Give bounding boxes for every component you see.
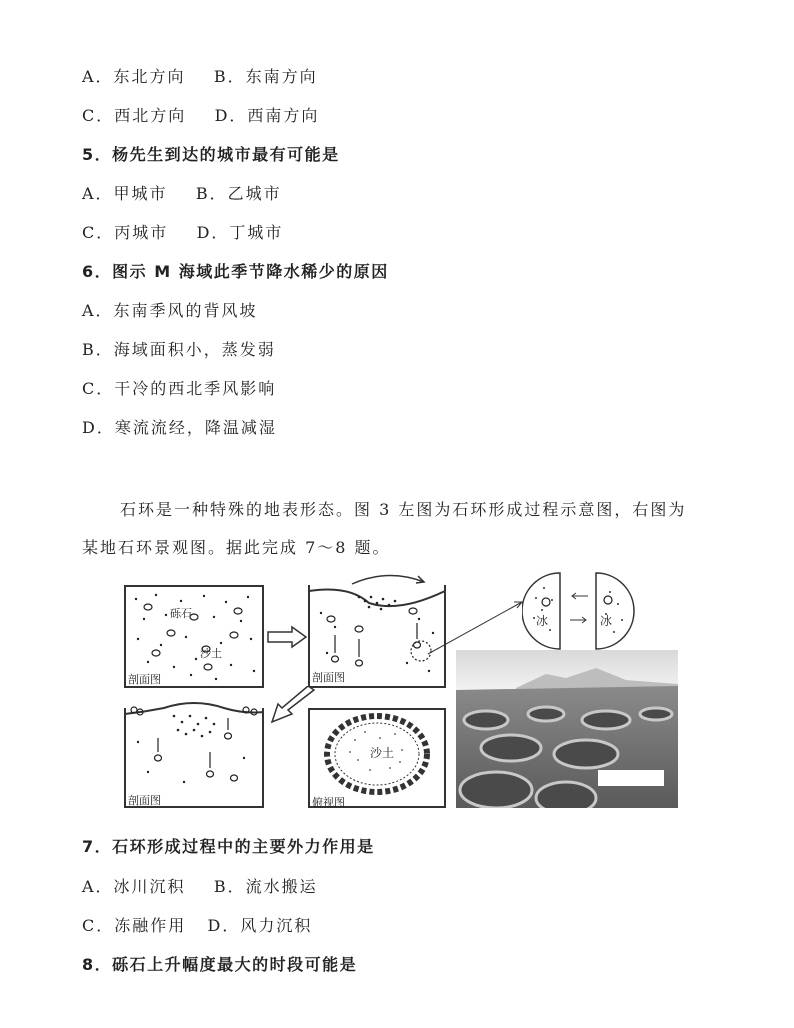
sand-label-top-view: 沙土 (370, 746, 395, 760)
q4-options-row1: A．东北方向 B．东南方向 (82, 67, 318, 86)
sand-label: 沙土 (200, 647, 222, 660)
q4-options-row2: C．西北方向 D．西南方向 (82, 106, 320, 125)
q7-options-row1: A．冰川沉积 B．流水搬运 (82, 877, 318, 896)
stone-ring-figure (118, 570, 680, 810)
q6-stem: 6．图示 M 海域此季节降水稀少的原因 (82, 262, 389, 281)
ice-detail-diagram (522, 570, 642, 652)
q5-options-row2: C．丙城市 D．丁城市 (82, 223, 284, 242)
section-panel-sorted (124, 708, 264, 808)
top-view-panel (308, 708, 446, 808)
section-label-2: 剖面图 (312, 671, 345, 684)
stone-ring-landscape-photo (456, 650, 678, 808)
q6-option-c: C．干冷的西北季风影响 (82, 379, 277, 398)
q6-option-b: B．海域面积小，蒸发弱 (82, 340, 276, 359)
section-label-1: 剖面图 (128, 673, 161, 686)
process-arrow-right-icon (266, 625, 308, 649)
gravel-label: 砾石 (170, 607, 192, 620)
q8-stem: 8．砾石上升幅度最大的时段可能是 (82, 955, 358, 974)
ice-label-left: 冰 (536, 614, 549, 628)
q6-option-a: A．东南季风的背风坡 (82, 301, 258, 320)
ice-label-right: 冰 (600, 614, 613, 628)
top-view-label: 俯视图 (312, 796, 345, 809)
movement-arrow-icon (348, 570, 428, 588)
section-label-3: 剖面图 (128, 794, 161, 807)
q6-option-d: D．寒流流经，降温减湿 (82, 418, 277, 437)
section-panel-initial (124, 585, 264, 688)
q5-options-row1: A．甲城市 B．乙城市 (82, 184, 282, 203)
detail-pointer-arrow-icon (426, 598, 526, 658)
intro-paragraph: 石环是一种特殊的地表形态。图 3 左图为石环形成过程示意图，右图为某地石环景观图。据此完成 7～8 题。 (82, 500, 687, 557)
q5-stem: 5．杨先生到达的城市最有可能是 (82, 145, 340, 164)
q7-options-row2: C．冻融作用 D．风力沉积 (82, 916, 313, 935)
q7-stem: 7．石环形成过程中的主要外力作用是 (82, 837, 375, 856)
